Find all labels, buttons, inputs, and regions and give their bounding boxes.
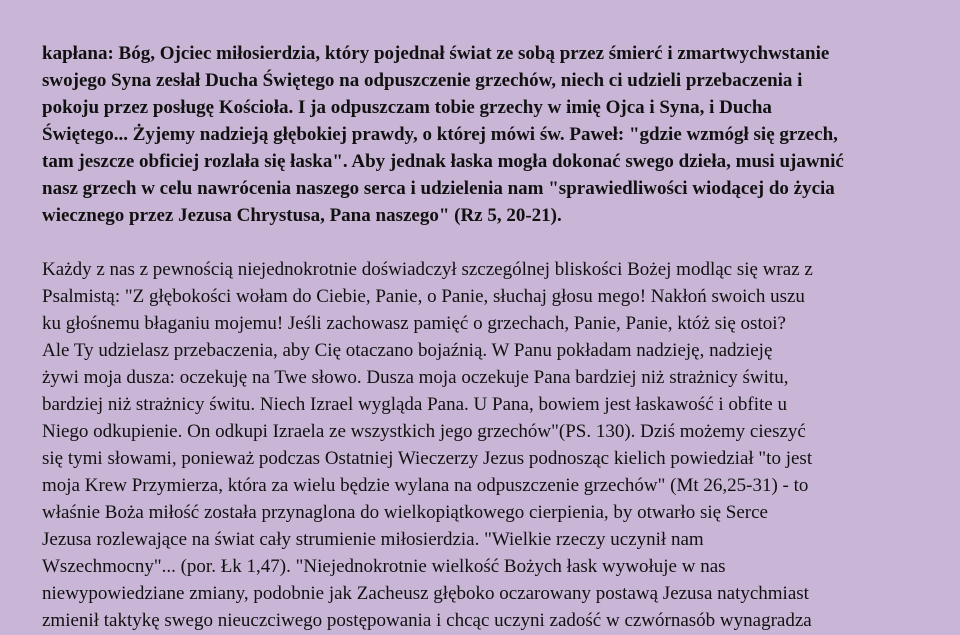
text-line: niewypowiedziane zmiany, podobnie jak Zacheusz głęboko oczarowany postawą Jezusa natychmiast [42,583,809,604]
text-line: tam jeszcze obficiej rozlała się łaska". Aby jednak łaska mogła dokonać swego dzieła, musi ujawnić [42,151,844,172]
text-line: pokoju przez posługę Kościoła. I ja odpuszczam tobie grzechy w imię Ojca i Syna, i Ducha [42,97,772,118]
text-line: moja Krew Przymierza, która za wielu będzie wylana na odpuszczenie grzechów" (Mt 26,25-31) - to [42,475,809,496]
text-line: właśnie Boża miłość została przynaglona do wielkopiątkowego cierpienia, by otwarło się Serce [42,502,768,523]
text-line: Wszechmocny"... (por. Łk 1,47). "Niejednokrotnie wielkość Bożych łask wywołuje w nas [42,556,726,577]
text-line: ku głośnemu błaganiu mojemu! Jeśli zachowasz pamięć o grzechach, Panie, Panie, któż się ostoi? [42,313,786,334]
text-line: zmienił taktykę swego nieuczciwego postępowania i chcąc uczyni zadość w czwórnasób wynagradza [42,610,812,631]
text-line: kapłana: Bóg, Ojciec miłosierdzia, który pojednał świat ze sobą przez śmierć i zmartwychwstanie [42,43,830,64]
paragraph-2 [42,256,942,634]
paragraph-1 [42,40,942,229]
text-line: Psalmistą: "Z głębokości wołam do Ciebie, Panie, o Panie, słuchaj głosu mego! Nakłoń swoich uszu [42,286,805,307]
text-line: Każdy z nas z pewnością niejednokrotnie doświadczył szczególnej bliskości Bożej modląc się wraz z [42,259,813,280]
text-line: się tymi słowami, ponieważ podczas Ostatniej Wieczerzy Jezus podnosząc kielich powiedział "to jest [42,448,813,469]
text-line: bardziej niż strażnicy świtu. Niech Izrael wygląda Pana. U Pana, bowiem jest łaskawość i obfite u [42,394,787,415]
text-line: Ale Ty udzielasz przebaczenia, aby Cię otaczano bojaźnią. W Panu pokładam nadzieję, nadzieję [42,340,773,361]
text-line: wiecznego przez Jezusa Chrystusa, Pana naszego" (Rz 5, 20-21). [42,205,562,226]
text-line: Świętego... Żyjemy nadzieją głębokiej prawdy, o której mówi św. Paweł: "gdzie wzmógł się grzech, [42,124,838,145]
text-line: Niego odkupienie. On odkupi Izraela ze wszystkich jego grzechów"(PS. 130). Dziś możemy cieszyć [42,421,806,442]
document-body [42,40,942,634]
text-line: swojego Syna zesłał Ducha Świętego na odpuszczenie grzechów, niech ci udzieli przebaczenia i [42,70,803,91]
text-line: żywi moja dusza: oczekuję na Twe słowo. Dusza moja oczekuje Pana bardziej niż strażnicy świtu, [42,367,789,388]
paragraph-spacer [42,229,942,256]
text-line: Jezusa rozlewające na świat cały strumienie miłosierdzia. "Wielkie rzeczy uczynił nam [42,529,704,550]
text-line: nasz grzech w celu nawrócenia naszego serca i udzielenia nam "sprawiedliwości wiodącej do życia [42,178,835,199]
